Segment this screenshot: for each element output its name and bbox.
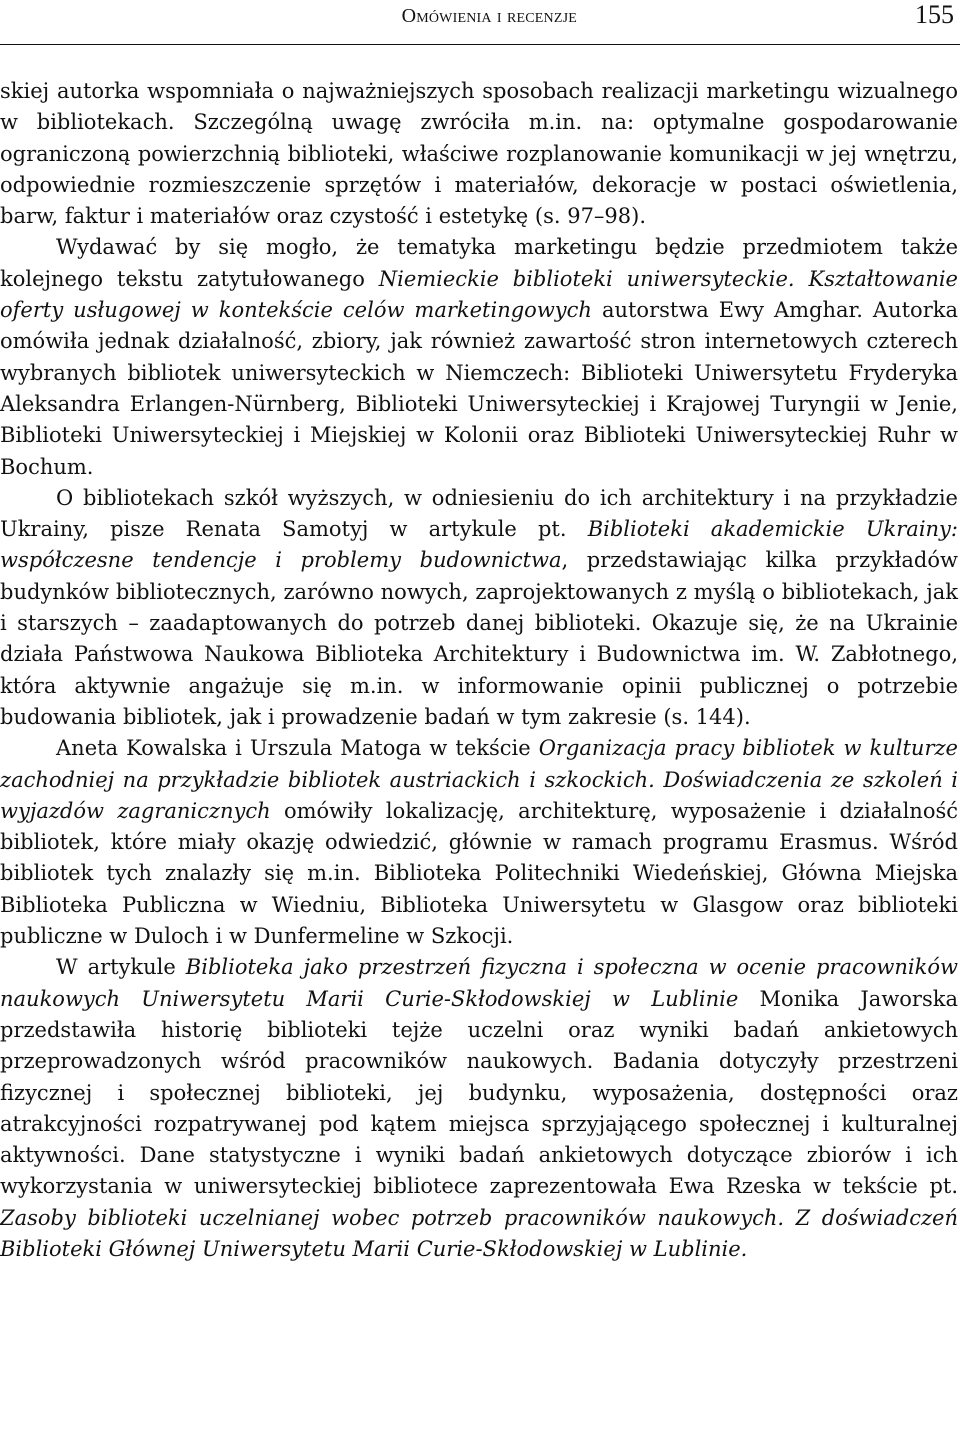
page-number: 155 bbox=[915, 0, 954, 29]
work-title: Niemieckie biblioteki uniwersyteckie. Kształtowanie oferty usługowej w kontekście celów marketingowych bbox=[0, 266, 958, 323]
running-header bbox=[0, 0, 960, 46]
work-title: Biblioteka jako przestrzeń fizyczna i społeczna w ocenie pracowników naukowych Uniwersytetu Marii Curie-Skłodowskiej w Lublinie bbox=[0, 955, 958, 1011]
work-title: Biblioteki akademickie Ukrainy: współczesne tendencje i problemy budownictwa bbox=[0, 517, 958, 573]
paragraph bbox=[0, 483, 958, 733]
section-title: Omówienia i recenzje bbox=[401, 5, 577, 27]
work-title: Zasoby biblioteki uczelnianej wobec potrzeb pracowników naukowych. Z doświadczeń Biblioteki Głównej Uniwersytetu Marii Curie-Skłodowskiej w Lublinie. bbox=[0, 1205, 958, 1261]
text-segment: Wydawać by się mogło, że tematyka marketingu będzie przedmiotem także kolejnego tekstu zatytułowanego bbox=[0, 235, 958, 291]
text-segment: Aneta Kowalska i Urszula Matoga w tekście bbox=[56, 736, 539, 761]
text-segment: Monika Jaworska przedstawiła historię biblioteki tejże uczelni oraz wyniki badań ankietowych przeprowadzonych wśród pracowników naukowych. Badania dotyczyły przestrzeni fizycznej i społecznej biblioteki, jej budynku, wyposażenia, dostępności oraz atrakcyjności rozpatrywanej pod kątem miejsca sprzyjającego społecznej i kulturalnej aktywności. Dane statystyczne i wyniki badań ankietowych dotyczące zbiorów i ich wykorzystania w uniwersyteckiej bibliotece zaprezentowała Ewa Rzeska w tekście pt. bbox=[0, 986, 958, 1199]
paragraph bbox=[0, 232, 958, 482]
text-segment: O bibliotekach szkół wyższych, w odniesieniu do ich architektury i na przykładzie Ukrainy, pisze Renata Samotyj w artykule pt. bbox=[0, 485, 958, 542]
text-segment: omówiły lokalizację, architekturę, wyposażenie i działalność bibliotek, które miały okazję odwiedzić, głównie w ramach programu Erasmus. Wśród bibliotek tych znalazły się m.in. Biblioteka Politechniki Wiedeńskiej, Główna Miejska Biblioteka Publiczna w Wiedniu, Biblioteka Uniwersytetu w Glasgow oraz biblioteki publiczne w Duloch i w Dunfermeline w Szkocji. bbox=[0, 798, 959, 949]
paragraph bbox=[0, 952, 958, 1265]
text-segment: , przedstawiając kilka przykładów budynków bibliotecznych, zarówno nowych, zaprojektowanych z myślą o bibliotekach, jak i starszych – zaadaptowanych do potrzeb danej biblioteki. Okazuje się, że na Ukrainie działa Państwowa Naukowa Biblioteka Architektury i Budownictwa im. W. Zabłotnego, która aktywnie angażuje się m.in. w informowanie opinii publicznej o potrzebie budowania bibliotek, jak i prowadzenie badań w tym zakresie (s. 144). bbox=[0, 548, 958, 729]
header-rule bbox=[0, 44, 960, 45]
paragraph bbox=[0, 76, 958, 232]
text-segment: autorstwa Ewy Amghar. Autorka omówiła jednak działalność, zbiory, jak również zawartość stron internetowych czterech wybranych bibliotek uniwersyteckich w Niemczech: Biblioteki Uniwersytetu Fryderyka Aleksandra Erlangen-Nürnberg, Biblioteki Uniwersyteckiej i Krajowej Turyngii w Jenie, Biblioteki Uniwersyteckiej i Miejskiej w Kolonii oraz Biblioteki Uniwersyteckiej Ruhr w Bochum. bbox=[0, 298, 958, 479]
text-segment: W artykule bbox=[56, 955, 186, 980]
paragraph bbox=[0, 733, 958, 952]
body-text bbox=[0, 76, 958, 1265]
work-title: Organizacja pracy bibliotek w kulturze zachodniej na przykładzie bibliotek austriackich i szkockich. Doświadczenia ze szkoleń i wyjazdów zagranicznych bbox=[0, 736, 958, 823]
text-segment: skiej autorka wspomniała o najważniejszych sposobach realizacji marketingu wizualnego w bibliotekach. Szczególną uwagę zwróciła m.in. na: optymalne gospodarowanie ograniczoną powierzchnią biblioteki, właściwe rozplanowanie komunikacji w jej wnętrzu, odpowiednie rozmieszczenie sprzętów i materiałów, dekoracje w postaci oświetlenia, barw, faktur i materiałów oraz czystość i estetykę (s. 97–98). bbox=[0, 79, 958, 229]
